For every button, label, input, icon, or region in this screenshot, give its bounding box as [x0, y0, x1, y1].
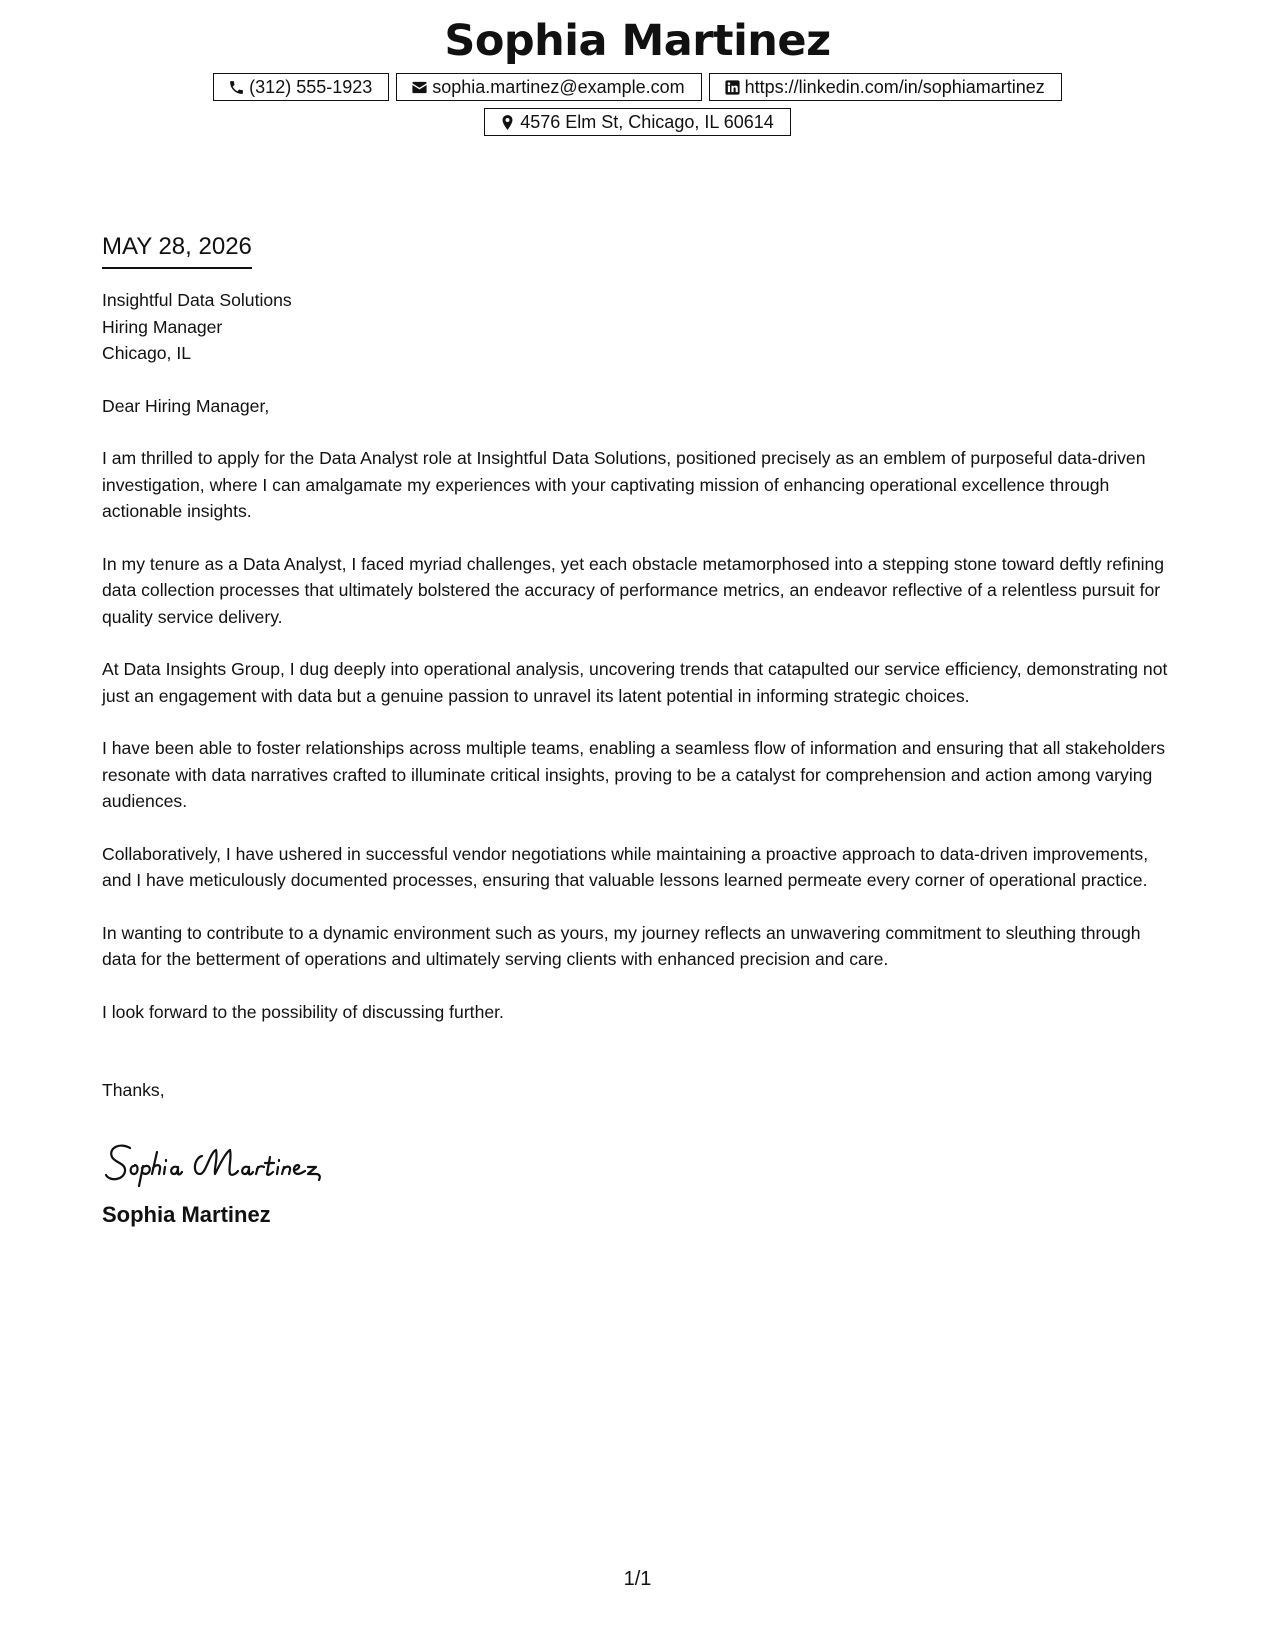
contact-phone-text: (312) 555-1923	[249, 77, 373, 98]
page-number: 1/1	[623, 1568, 652, 1590]
contact-linkedin-text: https://linkedin.com/in/sophiamartinez	[744, 77, 1045, 98]
closing: Thanks,	[102, 1080, 165, 1100]
body-paragraph: I look forward to the possibility of discussing further.	[102, 1001, 504, 1022]
body-paragraph: Collaboratively, I have ushered in successful vendor negotiations while maintaining a proactive approach to data-driven improvements, and I have meticulously documented processes, ensuring that valuable lessons learned permeate every corner of operational practice.	[102, 843, 1149, 890]
contact-address[interactable]	[484, 108, 791, 136]
salutation: Dear Hiring Manager,	[102, 395, 270, 416]
contact-address-text: 4576 Elm St, Chicago, IL 60614	[520, 112, 774, 133]
body-paragraph: I am thrilled to apply for the Data Analyst role at Insightful Data Solutions, positioned precisely as an emblem of purposeful data-driven investigation, where I can amalgamate my experiences with your captivating mission of enhancing operational excellence through actionable insights.	[102, 448, 1146, 521]
recipient-company: Insightful Data Solutions	[102, 290, 292, 310]
map-marker-icon	[499, 114, 516, 131]
contact-row-1	[0, 73, 1275, 101]
body-paragraph: In my tenure as a Data Analyst, I faced myriad challenges, yet each obstacle metamorphosed into a stepping stone toward deftly refining data collection processes that ultimately bolstered the accuracy of performance metrics, an endeavor reflective of a relentless pursuit for quality service delivery.	[102, 553, 1165, 627]
signer-name: Sophia Martinez	[102, 1201, 271, 1227]
contact-linkedin[interactable]	[709, 73, 1062, 101]
recipient-block	[102, 287, 1177, 367]
body-paragraph: At Data Insights Group, I dug deeply into operational analysis, uncovering trends that catapulted our service efficiency, demonstrating not just an engagement with data but a genuine passion to unravel its latent potential in informing strategic choices.	[102, 659, 1168, 706]
contact-email-text: sophia.martinez@example.com	[432, 77, 685, 98]
phone-icon	[228, 79, 245, 96]
handwritten-signature	[102, 1130, 1177, 1190]
letter-body	[102, 232, 1177, 1228]
signature-image	[102, 1130, 362, 1190]
contact-row-2	[0, 108, 1275, 136]
recipient-location: Chicago, IL	[102, 343, 191, 363]
contact-email[interactable]	[396, 73, 701, 101]
contact-phone[interactable]	[213, 73, 389, 101]
envelope-icon	[411, 79, 428, 96]
applicant-name: Sophia Martinez	[444, 16, 831, 66]
recipient-title: Hiring Manager	[102, 316, 223, 337]
linkedin-icon	[724, 79, 741, 96]
letter-header	[0, 18, 1275, 143]
body-paragraph: In wanting to contribute to a dynamic environment such as yours, my journey reflects an unwavering commitment to sleuthing through data for the betterment of operations and ultimately serving clients with enhanced precision and care.	[102, 922, 1141, 969]
letter-date: MAY 28, 2026	[102, 232, 252, 269]
body-paragraph: I have been able to foster relationships across multiple teams, enabling a seamless flow of information and ensuring that all stakeholders resonate with data narratives crafted to illuminate critical insights, proving to be a catalyst for comprehension and action among varying audiences.	[102, 738, 1166, 811]
